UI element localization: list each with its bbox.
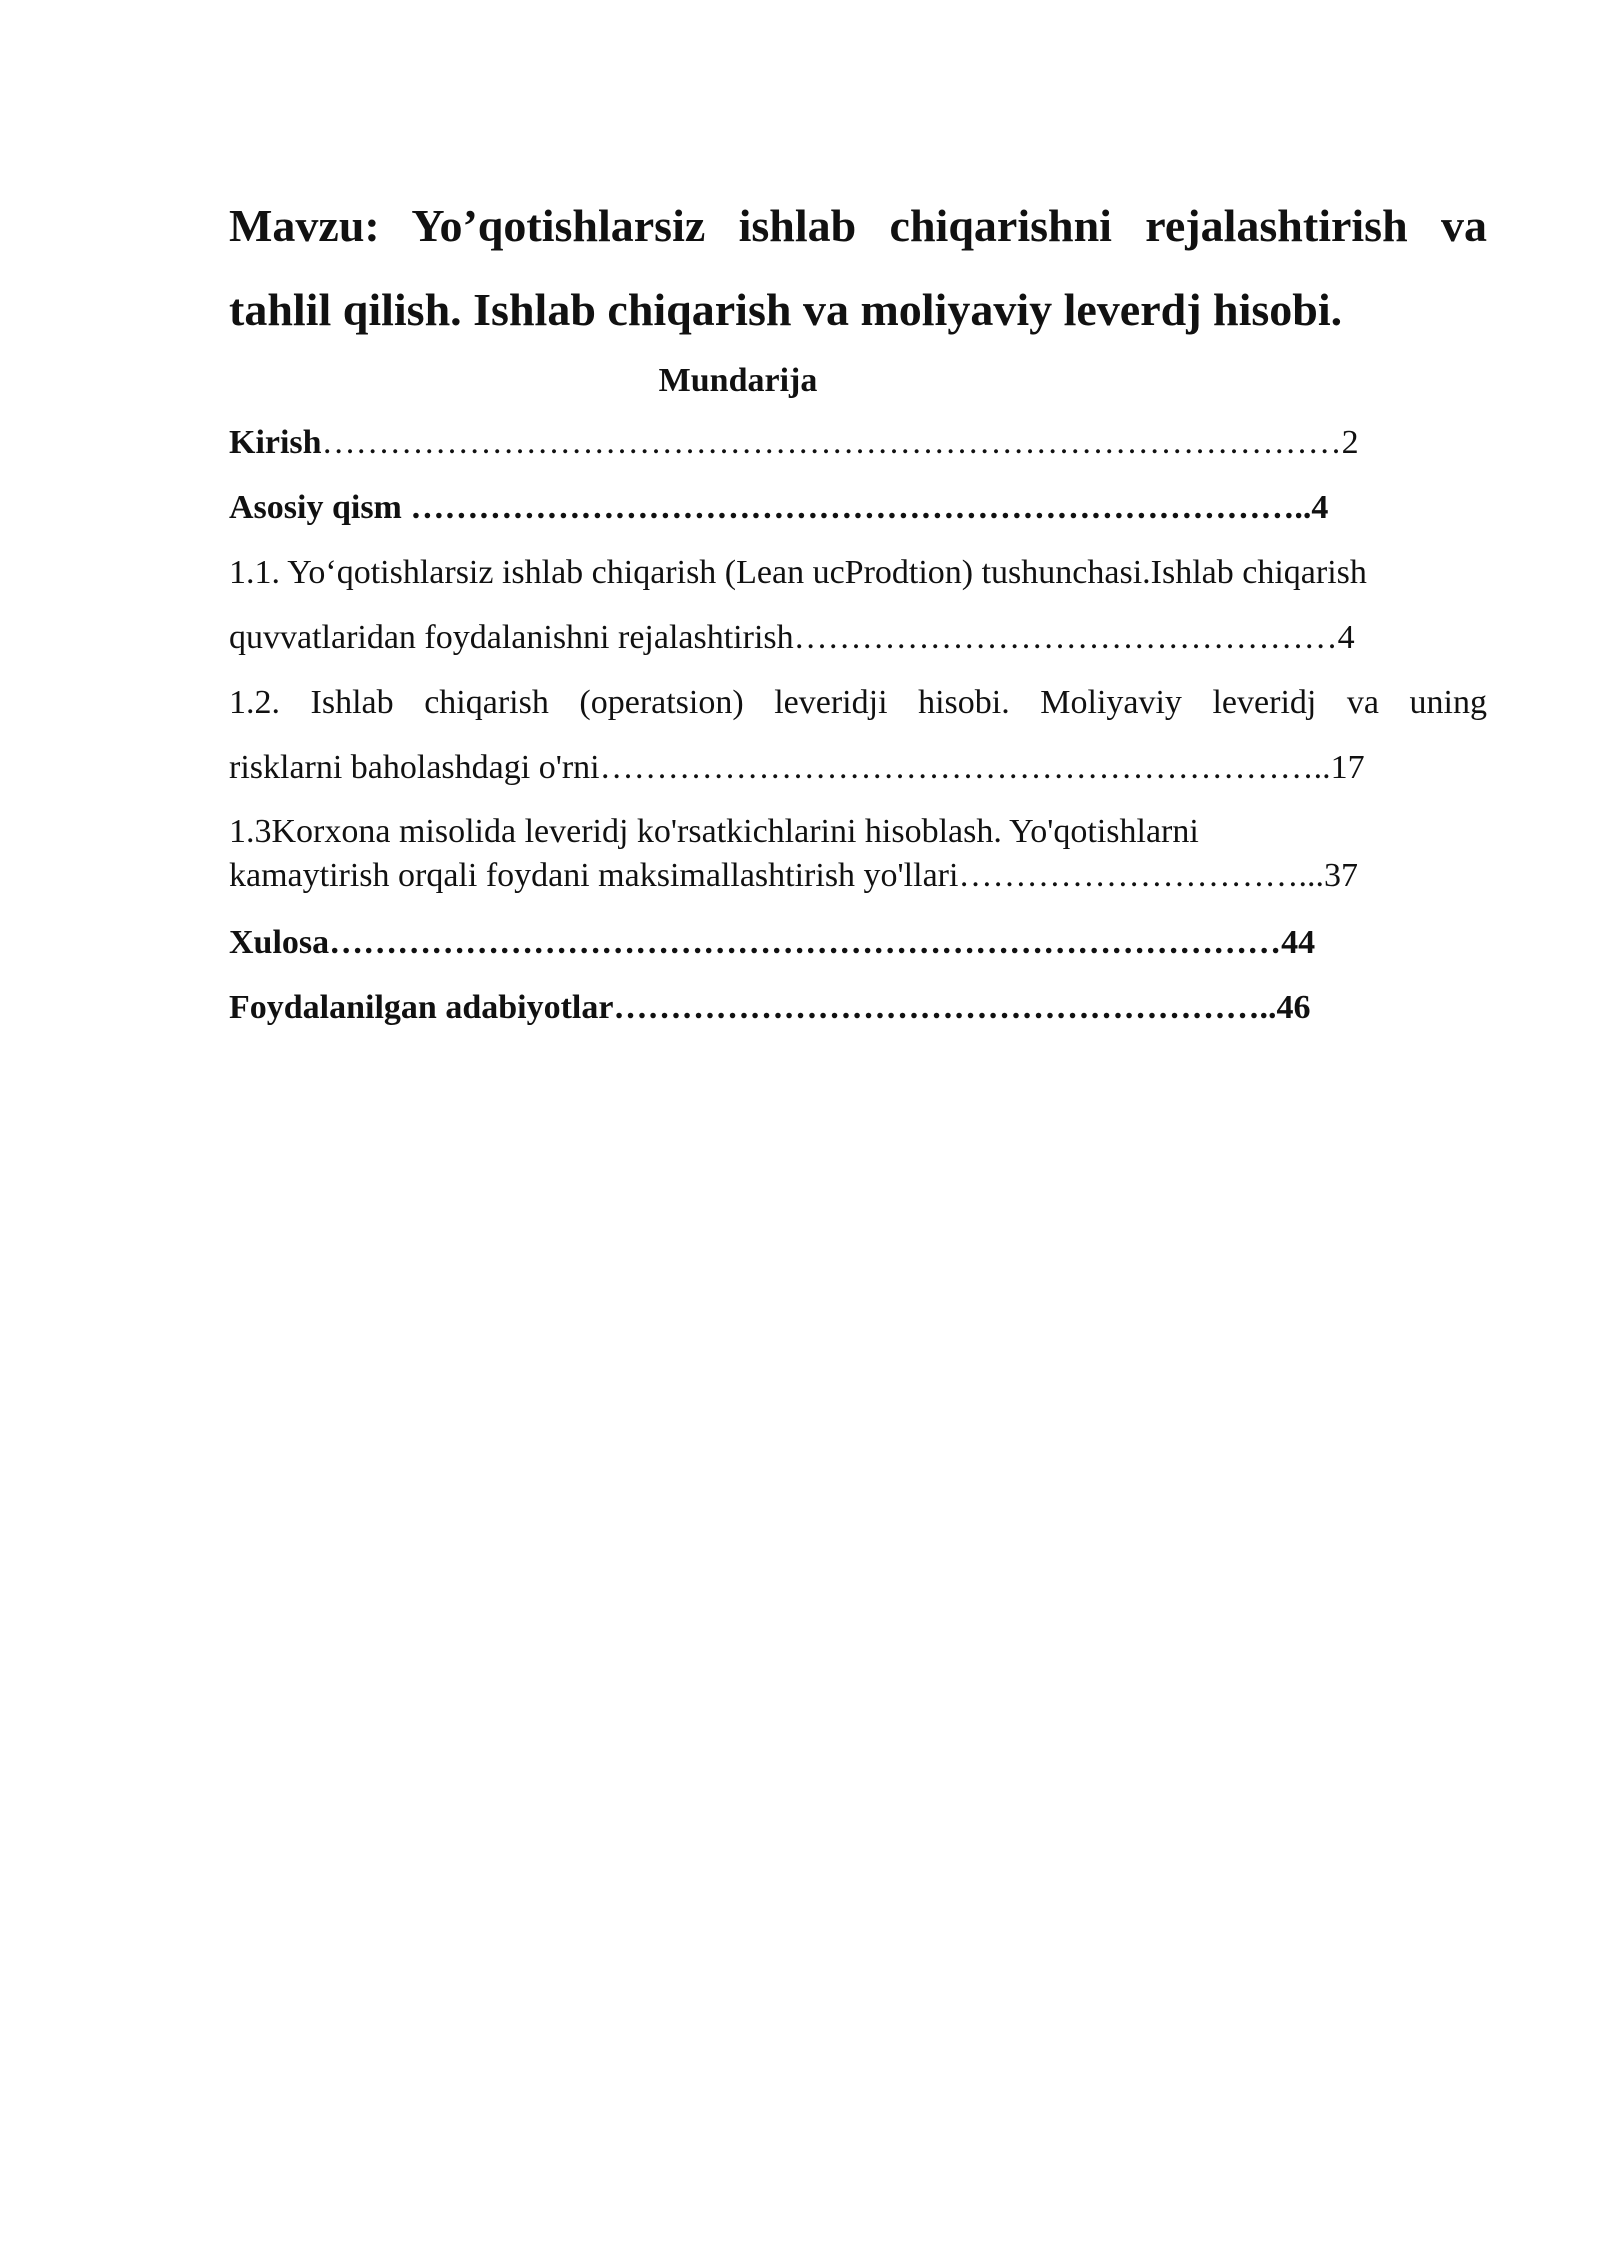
toc-leader-dots: ………………………………………… <box>793 619 1338 656</box>
toc-heading: Mundarija <box>658 362 818 399</box>
toc-page-number: 44 <box>1281 924 1316 961</box>
toc-entry-1-1 <box>229 540 1487 670</box>
toc-entry-xulosa <box>229 910 1487 975</box>
toc-entry-asosiy-qism <box>229 475 1487 540</box>
toc-entry-line2: kamaytirish orqali foydani maksimallashtirish yo'llari <box>229 857 959 894</box>
toc-page-number: 2 <box>1341 424 1359 461</box>
toc-leader-dots: ………………………………………………….. <box>613 989 1277 1026</box>
toc-entry-line1: 1.3Korxona misolida leveridj ko'rsatkichlarini hisoblash. Yo'qotishlarni <box>229 813 1199 850</box>
toc-entry-line1: 1.2. Ishlab chiqarish (operatsion) leveridji hisobi. Moliyaviy leveridj va uning <box>229 684 1487 721</box>
toc-leader-dots: ………………………………………………………………………… <box>329 924 1282 961</box>
toc-leader-dots: …………………………………………………………………….. <box>410 489 1312 526</box>
toc-page-number: 4 <box>1337 619 1355 656</box>
toc-entry-1-2 <box>229 670 1487 800</box>
toc-entry-label: Kirish <box>229 424 322 461</box>
toc-page-number: 17 <box>1330 749 1365 786</box>
toc-page-number: 46 <box>1276 989 1311 1026</box>
document-title: Mavzu: Yo’qotishlarsiz ishlab chiqarishni rejalashtirish va tahlil qilish. Ishlab chiqarish va moliyaviy leverdj hisobi. <box>229 200 1487 335</box>
toc-leader-dots: ……………………………………………………….. <box>599 749 1331 786</box>
toc-entry-foydalanilgan-adabiyotlar <box>229 975 1487 1040</box>
toc-page-number: 4 <box>1311 489 1329 526</box>
toc-entry-label: Xulosa <box>229 924 330 961</box>
toc-entry-label: Asosiy qism <box>229 489 411 526</box>
toc-entry-line2: risklarni baholashdagi o'rni <box>229 749 600 786</box>
toc-leader-dots: …………………………... <box>958 857 1324 894</box>
toc-entry-1-3 <box>229 800 1487 910</box>
toc-entry-line2: quvvatlaridan foydalanishni rejalashtirish <box>229 619 794 656</box>
toc-entry-line1: 1.1. Yo‘qotishlarsiz ishlab chiqarish (Lean ucProdtion) tushunchasi.Ishlab chiqarish <box>229 554 1367 591</box>
toc-page-number: 37 <box>1323 857 1358 894</box>
toc-entry-label: Foydalanilgan adabiyotlar <box>229 989 614 1026</box>
toc-entry-kirish <box>229 410 1487 475</box>
page-content <box>229 184 1487 1040</box>
toc-leader-dots: ……………………………………………………………………………… <box>321 424 1342 461</box>
